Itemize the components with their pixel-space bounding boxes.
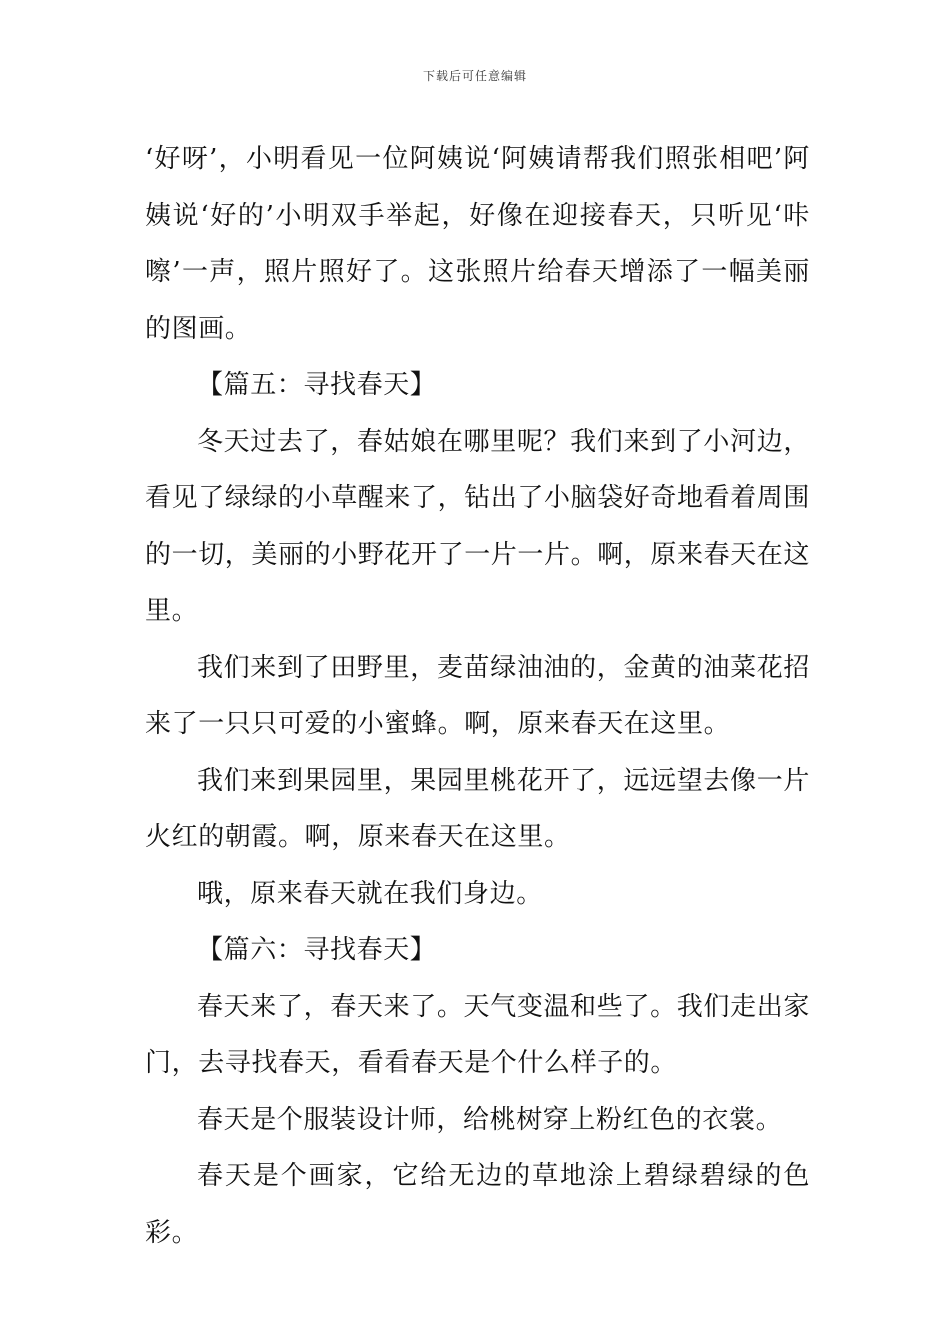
document-body bbox=[145, 131, 810, 1261]
paragraph-fields: 我们来到了田野里，麦苗绿油油的，金黄的油菜花招来了一只只可爱的小蜜蜂。啊，原来春天在这里。 bbox=[145, 652, 810, 739]
paragraph-painter: 春天是个画家，它给无边的草地涂上碧绿碧绿的色彩。 bbox=[145, 1161, 810, 1248]
paragraph-fashion-designer: 春天是个服装设计师，给桃树穿上粉红色的衣裳。 bbox=[197, 1104, 783, 1135]
page-header-note: 下载后可任意编辑 bbox=[422, 69, 527, 83]
paragraph-river: 冬天过去了，春姑娘在哪里呢？我们来到了小河边，看见了绿绿的小草醒来了，钻出了小脑袋好奇地看着周围的一切，美丽的小野花开了一片一片。啊，原来春天在这里。 bbox=[145, 426, 811, 626]
paragraph-orchard: 我们来到果园里，果园里桃花开了，远远望去像一片火红的朝霞。啊，原来春天在这里。 bbox=[145, 765, 810, 852]
paragraph-spring-arrives: 春天来了，春天来了。天气变温和些了。我们走出家门，去寻找春天，看看春天是个什么样子的。 bbox=[145, 991, 810, 1078]
paragraph-spring-nearby: 哦，原来春天就在我们身边。 bbox=[197, 878, 543, 909]
paragraph-story-ending: ‘好呀’，小明看见一位阿姨说‘阿姨请帮我们照张相吧’阿姨说‘好的’小明双手举起，好像在迎接春天，只听见‘咔嚓’一声，照片照好了。这张照片给春天增添了一幅美丽的图画。 bbox=[145, 144, 810, 344]
section-heading-part-five: 【篇五：寻找春天】 bbox=[197, 370, 437, 400]
section-heading-part-six: 【篇六：寻找春天】 bbox=[197, 935, 437, 965]
